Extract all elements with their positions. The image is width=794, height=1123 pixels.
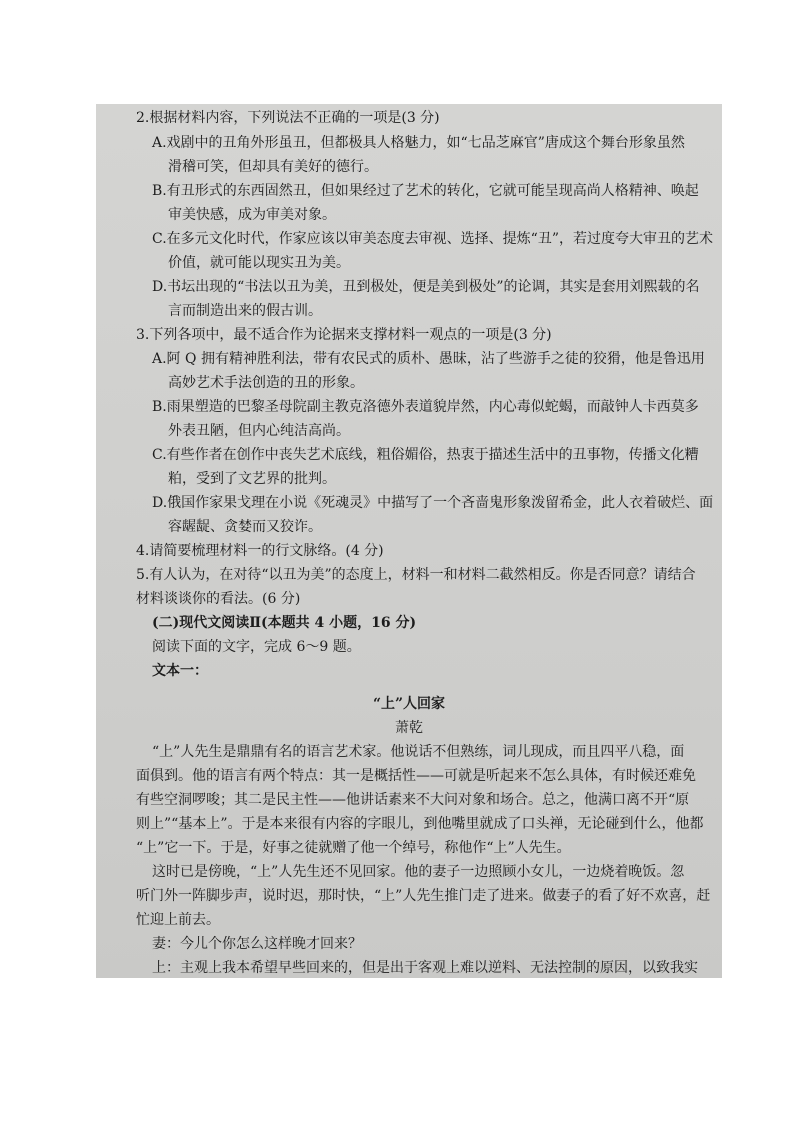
text-line-content: 4.请简要梳理材料一的行文脉络。(4 分) bbox=[136, 543, 384, 559]
text-line bbox=[136, 886, 710, 906]
text-line-content: 材料谈谈你的看法。(6 分) bbox=[136, 591, 301, 607]
text-line-content: 这时已是傍晚，“上”人先生还不见回家。他的妻子一边照顾小女儿，一边烧着晚饭。忽 bbox=[152, 864, 685, 880]
text-line-content: B.有丑形式的东西固然丑，但如果经过了艺术的转化，它就可能呈现高尚人格精神、唤起 bbox=[152, 183, 699, 199]
text-line bbox=[152, 742, 684, 762]
text-line bbox=[168, 373, 364, 393]
text-line bbox=[136, 565, 696, 585]
text-line-content: 则上”“基本上”。于是本来很有内容的字眼儿，到他嘴里就成了口头禅，无论碰到什么，他都 bbox=[136, 816, 704, 832]
text-line bbox=[136, 790, 689, 810]
text-line bbox=[168, 469, 336, 489]
text-line-content: A.戏剧中的丑角外形虽丑，但都极具人格魅力，如“七品芝麻官”唐成这个舞台形象虽然 bbox=[152, 135, 685, 151]
text-line-content: 文本一： bbox=[152, 663, 208, 679]
text-line bbox=[152, 277, 700, 297]
text-line-content: A.阿 Q 拥有精神胜利法，带有农民式的质朴、愚昧，沾了些游手之徒的狡猾，他是鲁迅用 bbox=[152, 351, 705, 367]
text-line-content: 上：主观上我本希望早些回来的，但是出于客观上难以逆料、无法控制的原因，以致我实 bbox=[152, 960, 698, 976]
text-line-content: 外表丑陋，但内心纯洁高尚。 bbox=[168, 423, 350, 439]
text-line-content: 萧乾 bbox=[395, 720, 423, 736]
text-line-content: 审美快感，成为审美对象。 bbox=[168, 207, 336, 223]
text-line-content: (二)现代文阅读Ⅱ(本题共 4 小题，16 分) bbox=[152, 615, 417, 631]
text-line bbox=[168, 421, 350, 441]
text-line bbox=[152, 661, 208, 681]
text-line bbox=[152, 181, 699, 201]
text-line bbox=[168, 205, 336, 225]
text-line-content: 面俱到。他的语言有两个特点：其一是概括性——可就是听起来不怎么具体，有时候还难免 bbox=[136, 768, 696, 784]
text-line bbox=[96, 718, 722, 738]
text-line bbox=[168, 157, 378, 177]
text-line bbox=[152, 445, 699, 465]
text-line bbox=[152, 229, 713, 249]
text-line-content: D.俄国作家果戈理在小说《死魂灵》中描写了一个吝啬鬼形象泼留希金，此人衣着破烂、面 bbox=[152, 495, 714, 511]
text-line-content: “上”它一下。于是，好事之徒就赠了他一个绰号，称他作“上”人先生。 bbox=[136, 840, 571, 856]
text-line-content: 粕，受到了文艺界的批判。 bbox=[168, 471, 336, 487]
text-line-content: 忙迎上前去。 bbox=[136, 912, 220, 928]
text-line bbox=[136, 541, 384, 561]
text-line-content: C.有些作者在创作中丧失艺术底线，粗俗媚俗，热衷于描述生活中的丑事物，传播文化糟 bbox=[152, 447, 699, 463]
text-line bbox=[152, 958, 698, 978]
text-line bbox=[136, 108, 440, 128]
text-line-content: 3.下列各项中，最不适合作为论据来支撑材料一观点的一项是(3 分) bbox=[136, 327, 552, 343]
text-line bbox=[152, 862, 684, 882]
text-line bbox=[168, 517, 322, 537]
text-line-content: 言而制造出来的假古训。 bbox=[168, 303, 322, 319]
text-line bbox=[152, 637, 361, 657]
text-line-content: 阅读下面的文字，完成 6～9 题。 bbox=[152, 639, 361, 655]
text-line-content: 价值，就可能以现实丑为美。 bbox=[168, 255, 350, 271]
text-line bbox=[136, 589, 300, 609]
text-line bbox=[152, 397, 699, 417]
text-line bbox=[136, 814, 703, 834]
text-line-content: D.书坛出现的“书法以丑为美，丑到极处，便是美到极处”的论调，其实是套用刘熙载的名 bbox=[152, 279, 700, 295]
text-line-content: 5.有人认为，在对待“以丑为美”的态度上，材料一和材料二截然相反。你是否同意？请结合 bbox=[136, 567, 696, 583]
text-line-content: 滑稽可笑，但却具有美好的德行。 bbox=[168, 159, 378, 175]
text-line-content: 听门外一阵脚步声，说时迟，那时快，“上”人先生推门走了进来。做妻子的看了好不欢喜，赶 bbox=[136, 888, 711, 904]
text-line-content: “上”人回家 bbox=[372, 696, 446, 712]
text-line bbox=[152, 934, 362, 954]
text-line-content: 有些空洞啰唆；其二是民主性——他讲话素来不大问对象和场合。总之，他满口离不开“原 bbox=[136, 792, 690, 808]
text-line bbox=[136, 838, 571, 858]
text-line-content: “上”人先生是鼎鼎有名的语言艺术家。他说话不但熟练，词儿现成，而且四平八稳，面 bbox=[152, 744, 685, 760]
text-line bbox=[152, 133, 685, 153]
text-line-content: 2.根据材料内容，下列说法不正确的一项是(3 分) bbox=[136, 110, 440, 126]
text-line-content: B.雨果塑造的巴黎圣母院副主教克洛德外表道貌岸然，内心毒似蛇蝎，而敲钟人卡西莫多 bbox=[152, 399, 699, 415]
text-line bbox=[136, 766, 696, 786]
text-line-content: C.在多元文化时代，作家应该以审美态度去审视、选择、提炼“丑”，若过度夸大审丑的艺术 bbox=[152, 231, 713, 247]
text-line bbox=[152, 349, 705, 369]
text-line bbox=[136, 910, 220, 930]
text-line bbox=[152, 613, 416, 633]
text-line-content: 妻：今儿个你怎么这样晚才回来？ bbox=[152, 936, 362, 952]
text-line bbox=[168, 301, 322, 321]
document-page bbox=[96, 104, 722, 978]
text-line bbox=[96, 694, 722, 714]
text-line bbox=[152, 493, 713, 513]
text-line bbox=[168, 253, 350, 273]
text-line bbox=[136, 325, 552, 345]
text-line-content: 高妙艺术手法创造的丑的形象。 bbox=[168, 375, 364, 391]
text-line-content: 容龌龊、贪婪而又狡诈。 bbox=[168, 519, 322, 535]
